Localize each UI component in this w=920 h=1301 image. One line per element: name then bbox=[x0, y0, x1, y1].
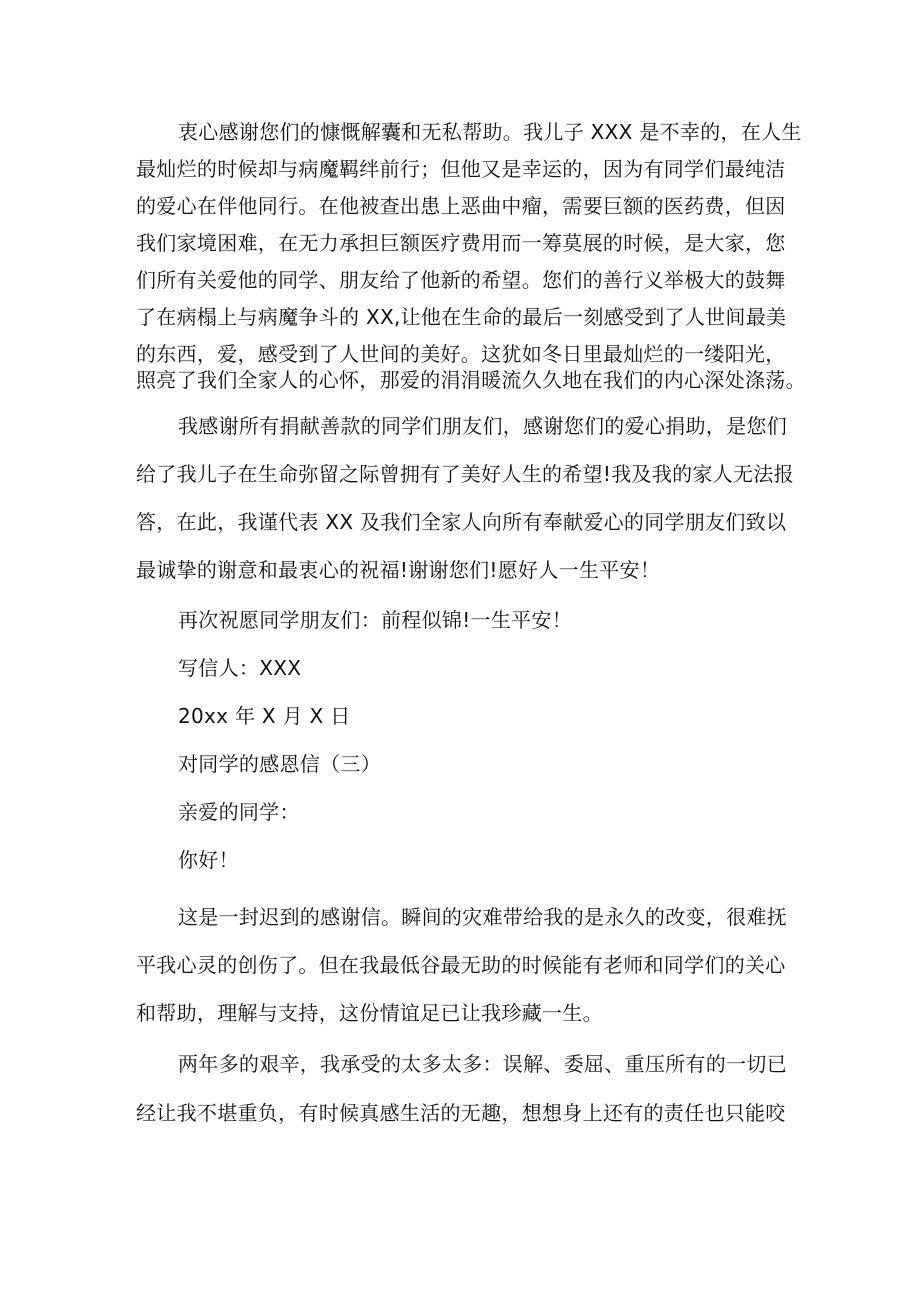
greeting: 你好！ bbox=[178, 848, 239, 872]
text-line: 平我心灵的创伤了。但在我最低谷最无助的时候能有老师和同学们的关心 bbox=[136, 953, 786, 977]
text-line: 的爱心在伴他同行。在他被查出患上恶曲中瘤，需要巨额的医药费，但因 bbox=[136, 194, 786, 218]
date-line: 20xx 年 X 月 X 日 bbox=[178, 704, 351, 728]
text-line: 和帮助，理解与支持，这份情谊足已让我珍藏一生。 bbox=[136, 1001, 603, 1025]
text-line: 经让我不堪重负，有时候真感生活的无趣，想想身上还有的责任也只能咬 bbox=[136, 1101, 786, 1125]
text-line: 给了我儿子在生命弥留之际曾拥有了美好人生的希望!我及我的家人无法报 bbox=[136, 462, 794, 486]
text-line: 最诚挚的谢意和最衷心的祝福!谢谢您们!愿好人一生平安！ bbox=[136, 558, 661, 582]
text-line: 的东西，爱，感受到了人世间的美好。这犹如冬日里最灿烂的一缕阳光， bbox=[136, 342, 786, 366]
text-line: 衷心感谢您们的慷慨解囊和无私帮助。我儿子 XXX 是不幸的，在人生 bbox=[178, 120, 802, 144]
text-line: 再次祝愿同学朋友们：前程似锦!一生平安！ bbox=[178, 608, 573, 632]
signature-line: 写信人：XXX bbox=[178, 656, 302, 680]
section-title: 对同学的感恩信（三） bbox=[178, 752, 381, 776]
text-line: 我感谢所有捐献善款的同学们朋友们，感谢您们的爱心捐助，是您们 bbox=[178, 414, 787, 438]
text-line: 了在病榻上与病魔争斗的 XX,让他在生命的最后一刻感受到了人世间最美 bbox=[136, 305, 787, 329]
text-line: 照亮了我们全家人的心怀，那爱的涓涓暖流久久地在我们的内心深处涤荡。 bbox=[136, 368, 806, 392]
salutation: 亲爱的同学： bbox=[178, 800, 300, 824]
text-line: 们所有关爱他的同学、朋友给了他新的希望。您们的善行义举极大的鼓舞 bbox=[136, 268, 786, 292]
text-line: 我们家境困难，在无力承担巨额医疗费用而一筹莫展的时候，是大家，您 bbox=[136, 231, 786, 255]
text-line: 答，在此，我谨代表 XX 及我们全家人向所有奉献爱心的同学朋友们致以 bbox=[136, 510, 787, 534]
text-line: 这是一封迟到的感谢信。瞬间的灾难带给我的是永久的改变，很难抚 bbox=[178, 905, 787, 929]
text-line: 两年多的艰辛，我承受的太多太多：误解、委屈、重压所有的一切已 bbox=[178, 1052, 787, 1076]
text-line: 最灿烂的时候却与病魔羁绊前行；但他又是幸运的，因为有同学们最纯洁 bbox=[136, 157, 786, 181]
